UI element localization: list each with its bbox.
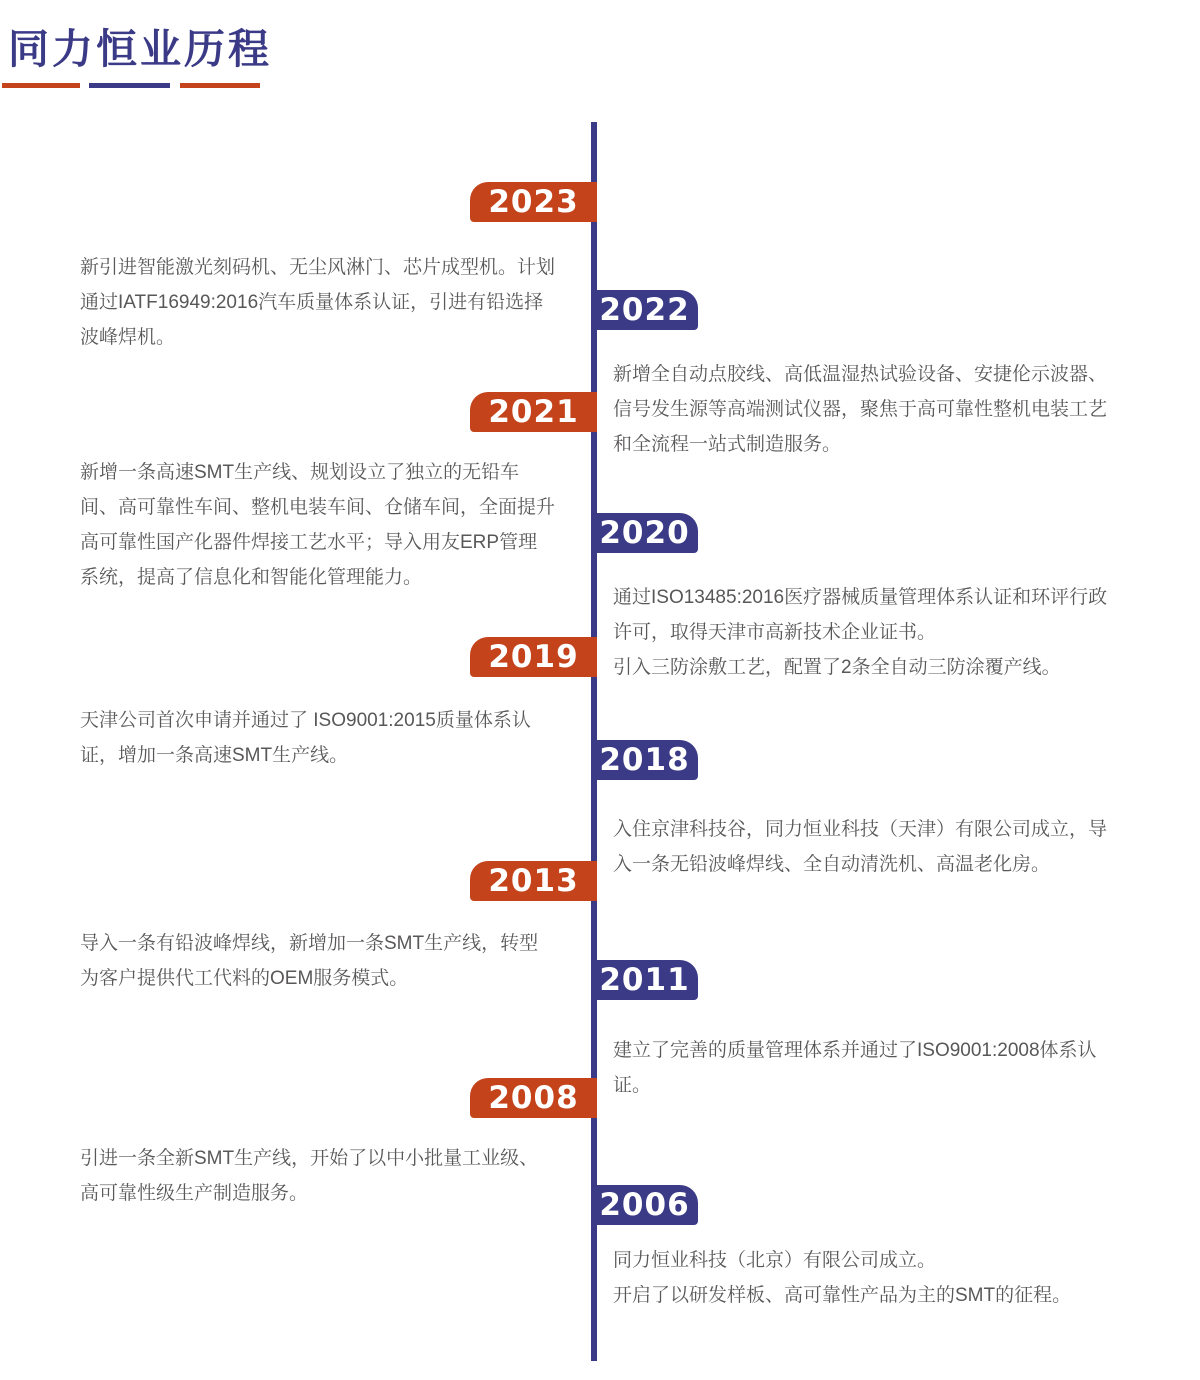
event-paragraph: 同力恒业科技（北京）有限公司成立。: [613, 1250, 937, 1271]
underline-segment-orange-1: [2, 83, 80, 88]
year-badge-2008: 2008: [470, 1078, 597, 1118]
year-badge-2020: 2020: [591, 513, 698, 553]
event-paragraph: 引入三防涂敷工艺，配置了2条全自动三防涂覆产线。: [613, 657, 1061, 678]
event-paragraph: 入住京津科技谷，同力恒业科技（天津）有限公司成立，导入一条无铅波峰焊线、全自动清洗机、高温老化房。: [613, 819, 1108, 875]
year-badge-2006: 2006: [591, 1185, 698, 1225]
event-text-2019: [80, 703, 555, 773]
event-paragraph: 新引进智能激光刻码机、无尘风淋门、芯片成型机。计划通过IATF16949:2016汽车质量体系认证，引进有铅选择波峰焊机。: [80, 257, 556, 348]
year-badge-2011: 2011: [591, 960, 698, 1000]
event-paragraph: 建立了完善的质量管理体系并通过了ISO9001:2008体系认证。: [613, 1040, 1097, 1096]
event-text-2006: [613, 1243, 1108, 1313]
underline-segment-orange-2: [180, 83, 260, 88]
event-paragraph: 通过ISO13485:2016医疗器械质量管理体系认证和环评行政许可，取得天津市高新技术企业证书。: [613, 587, 1108, 643]
event-paragraph: 导入一条有铅波峰焊线，新增加一条SMT生产线，转型为客户提供代工代料的OEM服务模式。: [80, 933, 539, 989]
event-paragraph: 新增一条高速SMT生产线、规划设立了独立的无铅车间、高可靠性车间、整机电装车间、仓储车间，全面提升高可靠性国产化器件焊接工艺水平；导入用友ERP管理系统，提高了信息化和智能化管理能力。: [80, 462, 556, 588]
year-badge-2018: 2018: [591, 740, 698, 780]
year-badge-2023: 2023: [470, 182, 597, 222]
event-text-2023: [80, 250, 555, 355]
event-text-2018: [613, 812, 1108, 882]
event-text-2020: [613, 580, 1108, 685]
year-badge-2022: 2022: [591, 290, 698, 330]
year-badge-2021: 2021: [470, 392, 597, 432]
year-badge-2019: 2019: [470, 637, 597, 677]
title-underline: [0, 83, 300, 88]
event-text-2022: [613, 357, 1108, 462]
event-paragraph: 天津公司首次申请并通过了 ISO9001:2015质量体系认证，增加一条高速SMT生产线。: [80, 710, 531, 766]
page-title: 同力恒业历程: [8, 25, 272, 73]
event-text-2013: [80, 926, 555, 996]
event-text-2008: [80, 1141, 555, 1211]
event-text-2021: [80, 455, 555, 595]
event-paragraph: 新增全自动点胶线、高低温湿热试验设备、安捷伦示波器、信号发生源等高端测试仪器，聚焦于高可靠性整机电装工艺和全流程一站式制造服务。: [613, 364, 1108, 455]
event-text-2011: [613, 1033, 1108, 1103]
underline-segment-purple: [89, 83, 170, 88]
event-paragraph: 引进一条全新SMT生产线，开始了以中小批量工业级、高可靠性级生产制造服务。: [80, 1148, 539, 1204]
event-paragraph: 开启了以研发样板、高可靠性产品为主的SMT的征程。: [613, 1285, 1072, 1306]
year-badge-2013: 2013: [470, 861, 597, 901]
